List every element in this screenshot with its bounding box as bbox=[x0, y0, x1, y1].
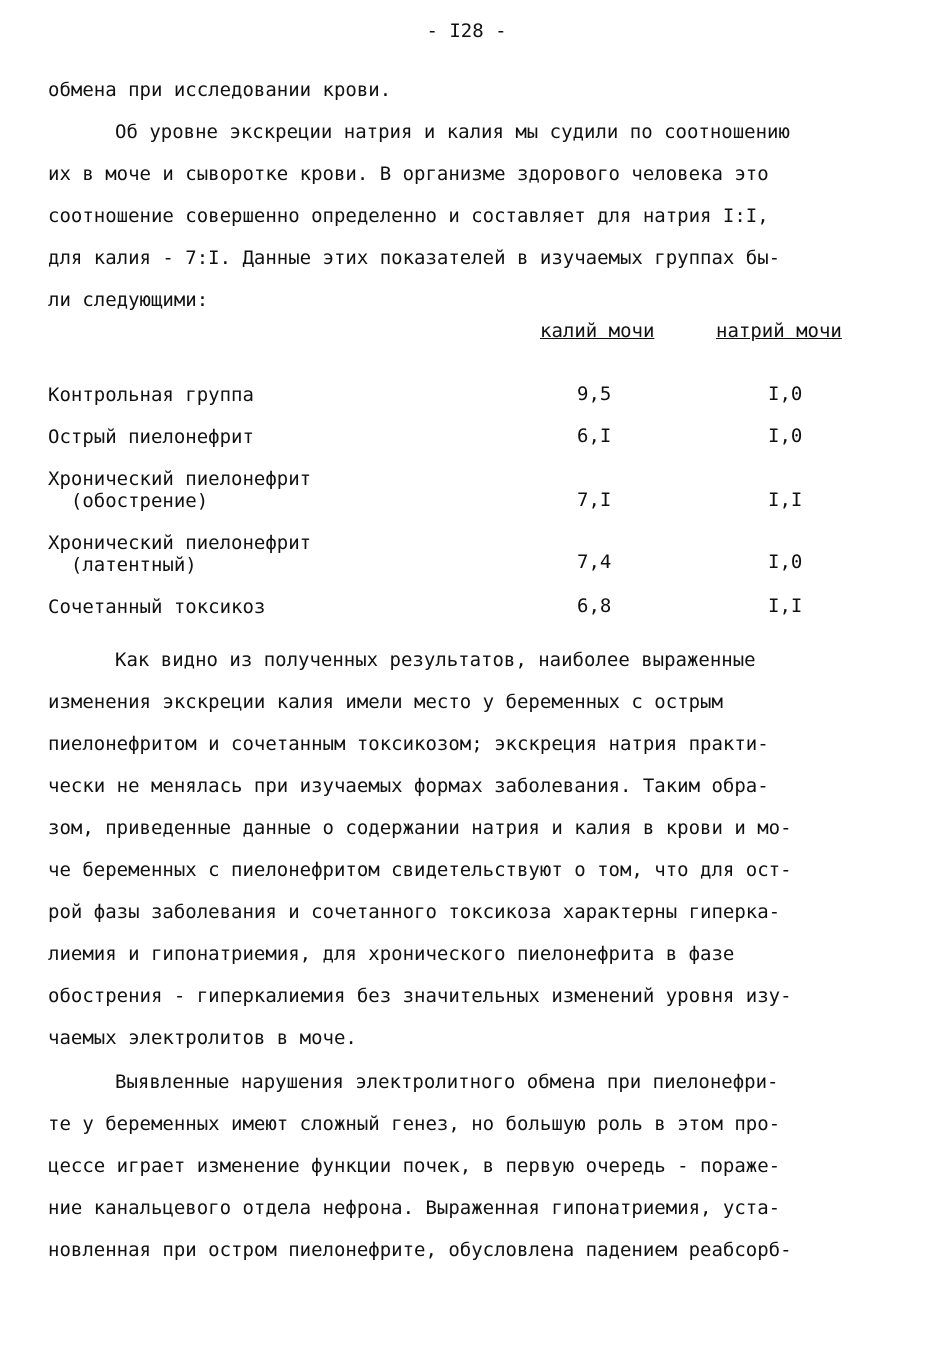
sodium-value: I,I bbox=[768, 595, 803, 617]
column-header-potassium: калий мочи bbox=[540, 320, 655, 342]
text-line: ли следующими: bbox=[48, 289, 209, 311]
text-line: че беременных с пиелонефритом свидетельствуют о том, что для ост- bbox=[48, 859, 792, 881]
text-line: соотношение совершенно определенно и составляет для натрия I:I, bbox=[48, 205, 769, 227]
text-line: обострения - гиперкалиемия без значительных изменений уровня изу- bbox=[48, 985, 792, 1007]
row-label: Острый пиелонефрит bbox=[48, 426, 254, 448]
row-label-sub: (латентный) bbox=[48, 554, 197, 576]
sodium-value: I,0 bbox=[768, 425, 803, 447]
text-line: чаемых электролитов в моче. bbox=[48, 1027, 357, 1049]
text-line: те у беременных имеют сложный генез, но большую роль в этом про- bbox=[48, 1113, 781, 1135]
text-line: рой фазы заболевания и сочетанного токсикоза характерны гиперка- bbox=[48, 901, 781, 923]
text-line: пиелонефритом и сочетанным токсикозом; экскреция натрия практи- bbox=[48, 733, 769, 755]
page-number: - I28 - bbox=[426, 20, 507, 42]
potassium-value: 7,I bbox=[577, 489, 612, 511]
text-line: изменения экскреции калия имели место у беременных с острым bbox=[48, 691, 723, 713]
sodium-value: I,0 bbox=[768, 383, 803, 405]
row-label: Хронический пиелонефрит bbox=[48, 532, 312, 554]
text-line: зом, приведенные данные о содержании натрия и калия в крови и мо- bbox=[48, 817, 792, 839]
text-line: Об уровне экскреции натрия и калия мы судили по соотношению bbox=[115, 121, 790, 143]
potassium-value: 6,I bbox=[577, 425, 612, 447]
sodium-value: I,0 bbox=[768, 551, 803, 573]
row-label: Сочетанный токсикоз bbox=[48, 596, 266, 618]
text-line: их в моче и сыворотке крови. В организме здорового человека это bbox=[48, 163, 769, 185]
column-header-sodium: натрий мочи bbox=[716, 320, 842, 342]
potassium-value: 7,4 bbox=[577, 551, 612, 573]
potassium-value: 9,5 bbox=[577, 383, 612, 405]
row-label-sub: (обострение) bbox=[48, 490, 209, 512]
row-label: Контрольная группа bbox=[48, 384, 254, 406]
sodium-value: I,I bbox=[768, 489, 803, 511]
row-label: Хронический пиелонефрит bbox=[48, 468, 312, 490]
text-line: чески не менялась при изучаемых формах заболевания. Таким обра- bbox=[48, 775, 769, 797]
text-line: ние канальцевого отдела нефрона. Выраженная гипонатриемия, уста- bbox=[48, 1197, 781, 1219]
text-line: лиемия и гипонатриемия, для хронического пиелонефрита в фазе bbox=[48, 943, 735, 965]
text-line: Выявленные нарушения электролитного обмена при пиелонефри- bbox=[115, 1071, 779, 1093]
text-line: цессе играет изменение функции почек, в первую очередь - пораже- bbox=[48, 1155, 781, 1177]
text-line: Как видно из полученных результатов, наиболее выраженные bbox=[115, 649, 756, 671]
text-line: обмена при исследовании крови. bbox=[48, 79, 392, 101]
text-line: новленная при остром пиелонефрите, обусловлена падением реабсорб- bbox=[48, 1239, 792, 1261]
text-line: для калия - 7:I. Данные этих показателей в изучаемых группах бы- bbox=[48, 247, 781, 269]
potassium-value: 6,8 bbox=[577, 595, 612, 617]
